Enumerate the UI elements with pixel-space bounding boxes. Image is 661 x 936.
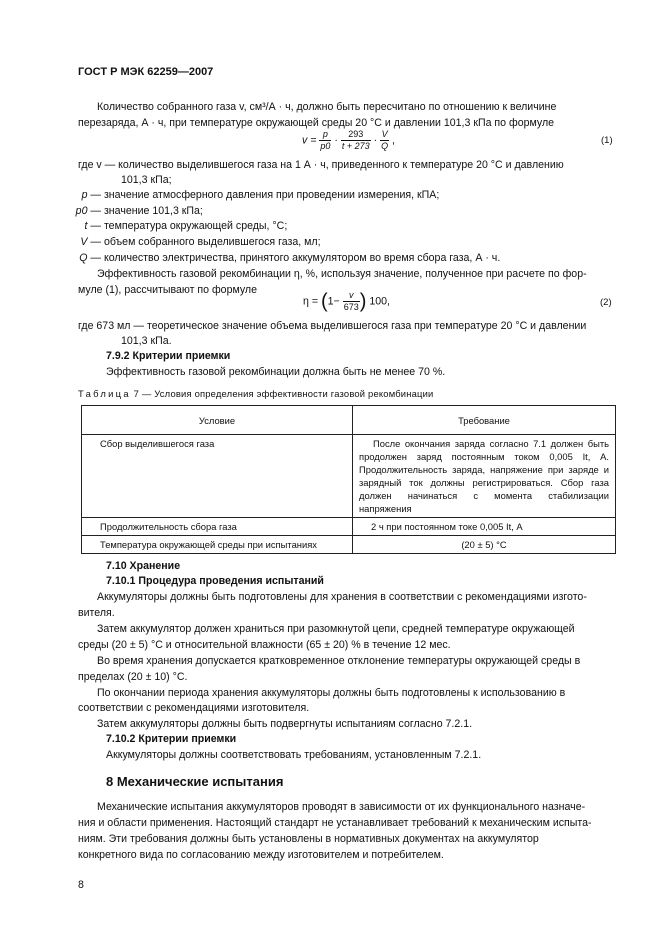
table-cell-condition: Продолжительность сбора газа [82, 518, 353, 536]
section-8-text: Механические испытания аккумуляторов проводят в зависимости от их функционального назначе- [97, 801, 586, 813]
section-8-text: конкретного вида по согласованию между изготовителем и потребителем. [78, 849, 444, 861]
table-7-caption [78, 388, 433, 399]
formula-1-fraction-volume [380, 129, 389, 152]
table-caption-text: 7 — Условия определения эффективности газовой рекомбинации [133, 388, 434, 399]
table-cell-condition: Сбор выделившегося газа [82, 435, 353, 518]
section-7-10-text: вителя. [78, 607, 115, 619]
efficiency-line-1: Эффективность газовой рекомбинации η, %, используя значение, полученное при расчете по фор- [97, 268, 587, 280]
where-2-line-2: 101,3 кПа. [121, 335, 172, 347]
efficiency-line-2: муле (1), рассчитывают по формуле [78, 284, 257, 296]
formula-2-fraction [343, 290, 360, 313]
table-row [82, 435, 616, 518]
formula-2-lhs: η = [303, 295, 319, 308]
formula-1-tail: , [392, 134, 395, 147]
formula-2-close-paren: ) [359, 290, 367, 313]
fraction-numerator: v [343, 290, 360, 302]
fraction-numerator: 293 [341, 129, 371, 141]
section-8-text: ния и области применения. Настоящий стандарт не устанавливает требований к механическим испыта- [78, 817, 592, 829]
symbol-description: значение 101,3 кПа; [103, 205, 203, 217]
table-cell-requirement: 2 ч при постоянном токе 0,005 It, А [353, 518, 616, 536]
where-1-item [60, 250, 500, 266]
symbol-label: Q — [79, 252, 101, 264]
fraction-denominator: 673 [343, 302, 359, 312]
symbol-description: объем собранного выделившегося газа, мл; [103, 236, 321, 248]
section-7-10-1-heading: 7.10.1 Процедура проведения испытаний [106, 575, 324, 587]
table-row [82, 536, 616, 554]
formula-2 [303, 290, 390, 313]
section-7-10-heading: 7.10 Хранение [106, 560, 181, 572]
where-1-item [60, 187, 439, 203]
table-cell-requirement: После окончания заряда согласно 7.1 должен быть продолжен заряд постоянным током 0,005 It, А. Продолжительность заряда, напряжение при заряде и зарядный ток должны регистрироваться. Сбор газа должен начинаться с момента стабилизации напряжения [353, 435, 616, 518]
section-7-10-text: Затем аккумуляторы должны быть подвергнуты испытаниям согласно 7.2.1. [97, 718, 473, 730]
where-1-lead-2: 101,3 кПа; [121, 174, 172, 186]
formula-1: v = $\frac{p}{p0}$ · $\frac{293}{t + 273}$ · $\frac{V}{Q}$ , [302, 129, 395, 151]
where-1-lead: где v — количество выделившегося газа на 1 А · ч, приведенного к температуре 20 °С и давлению [78, 159, 564, 171]
section-7-10-text: Затем аккумулятор должен храниться при разомкнутой цепи, средней температуре окружающей [97, 623, 575, 635]
fraction-numerator: p [319, 129, 331, 141]
section-7-10-text: Аккумуляторы должны быть подготовлены для хранения в соответствии с рекомендациями изгото- [97, 591, 587, 603]
table-header-requirement: Требование [353, 406, 616, 435]
section-7-10-text: среды (20 ± 5) °С и относительной влажности (65 ± 20) % в течение 12 мес. [78, 639, 451, 651]
formula-2-one: 1− [327, 295, 340, 308]
table-header-row [82, 406, 616, 435]
page-number: 8 [78, 879, 84, 891]
table-header-condition: Условие [82, 406, 353, 435]
section-7-10-text: пределах (20 ± 10) °С. [78, 671, 188, 683]
table-caption-word: Таблица [78, 388, 131, 399]
fraction-denominator: t + 273 [341, 141, 370, 151]
where-1-item [60, 203, 203, 219]
formula-2-number: (2) [600, 297, 612, 308]
symbol-label: p — [81, 189, 101, 201]
formula-2-open-paren: ( [320, 290, 328, 313]
fraction-numerator: V [381, 129, 388, 139]
symbol-label: p0 — [75, 205, 101, 217]
section-7-10-2-heading: 7.10.2 Критерии приемки [106, 733, 237, 745]
where-2-line-1: где 673 мл — теоретическое значение объема выделившегося газа при температуре 20 °С и давлении [78, 320, 587, 332]
symbol-description: количество электричества, принятого аккумулятором во время сбора газа, А · ч. [103, 252, 501, 264]
table-cell-requirement: (20 ± 5) °С [353, 536, 616, 554]
symbol-description: значение атмосферного давления при проведении измерения, кПА; [103, 189, 440, 201]
conditions-table [81, 405, 616, 554]
formula-1-number: (1) [601, 135, 613, 146]
section-7-9-2-text: Эффективность газовой рекомбинации должна быть не менее 70 %. [106, 366, 446, 378]
section-7-9-2-heading: 7.9.2 Критерии приемки [106, 350, 231, 362]
table-cell-condition: Температура окружающей среды при испытаниях [82, 536, 353, 554]
section-7-10-text: По окончании периода хранения аккумуляторы должны быть подготовлены к использованию в [97, 687, 566, 699]
intro-line-1: Количество собранного газа v, см³/А · ч, должно быть пересчитано по отношению к величине [97, 101, 557, 113]
where-1-item [60, 234, 321, 250]
symbol-label: t — [84, 220, 101, 232]
formula-1-fraction-temperature [341, 129, 371, 152]
formula-1-lhs: v = [302, 134, 317, 147]
section-8-heading: 8 Механические испытания [106, 774, 284, 789]
section-7-10-text: Во время хранения допускается кратковременное отклонение температуры окружающей среды в [97, 655, 581, 667]
section-8-text: ниям. Эти требования должны быть установлены в нормативных документах на аккумулятор [78, 833, 539, 845]
fraction-denominator: Q [381, 141, 389, 151]
formula-2-tail: 100, [369, 295, 390, 308]
section-7-10-text: соответствии с рекомендациями изготовителя. [78, 702, 310, 714]
intro-line-2: перезаряда, А · ч, при температуре окружающей среды 20 °С и давлении 101,3 кПа по формуле [78, 117, 555, 129]
document-header: ГОСТ Р МЭК 62259—2007 [78, 66, 214, 78]
section-7-10-text: Аккумуляторы должны соответствовать требованиям, установленным 7.2.1. [106, 749, 482, 761]
formula-1-fraction-pressure [319, 129, 331, 152]
table-row [82, 518, 616, 536]
fraction-denominator: p0 [320, 141, 331, 151]
symbol-label: V — [80, 236, 101, 248]
symbol-description: температура окружающей среды, °С; [103, 220, 288, 232]
where-1-item [60, 218, 287, 234]
